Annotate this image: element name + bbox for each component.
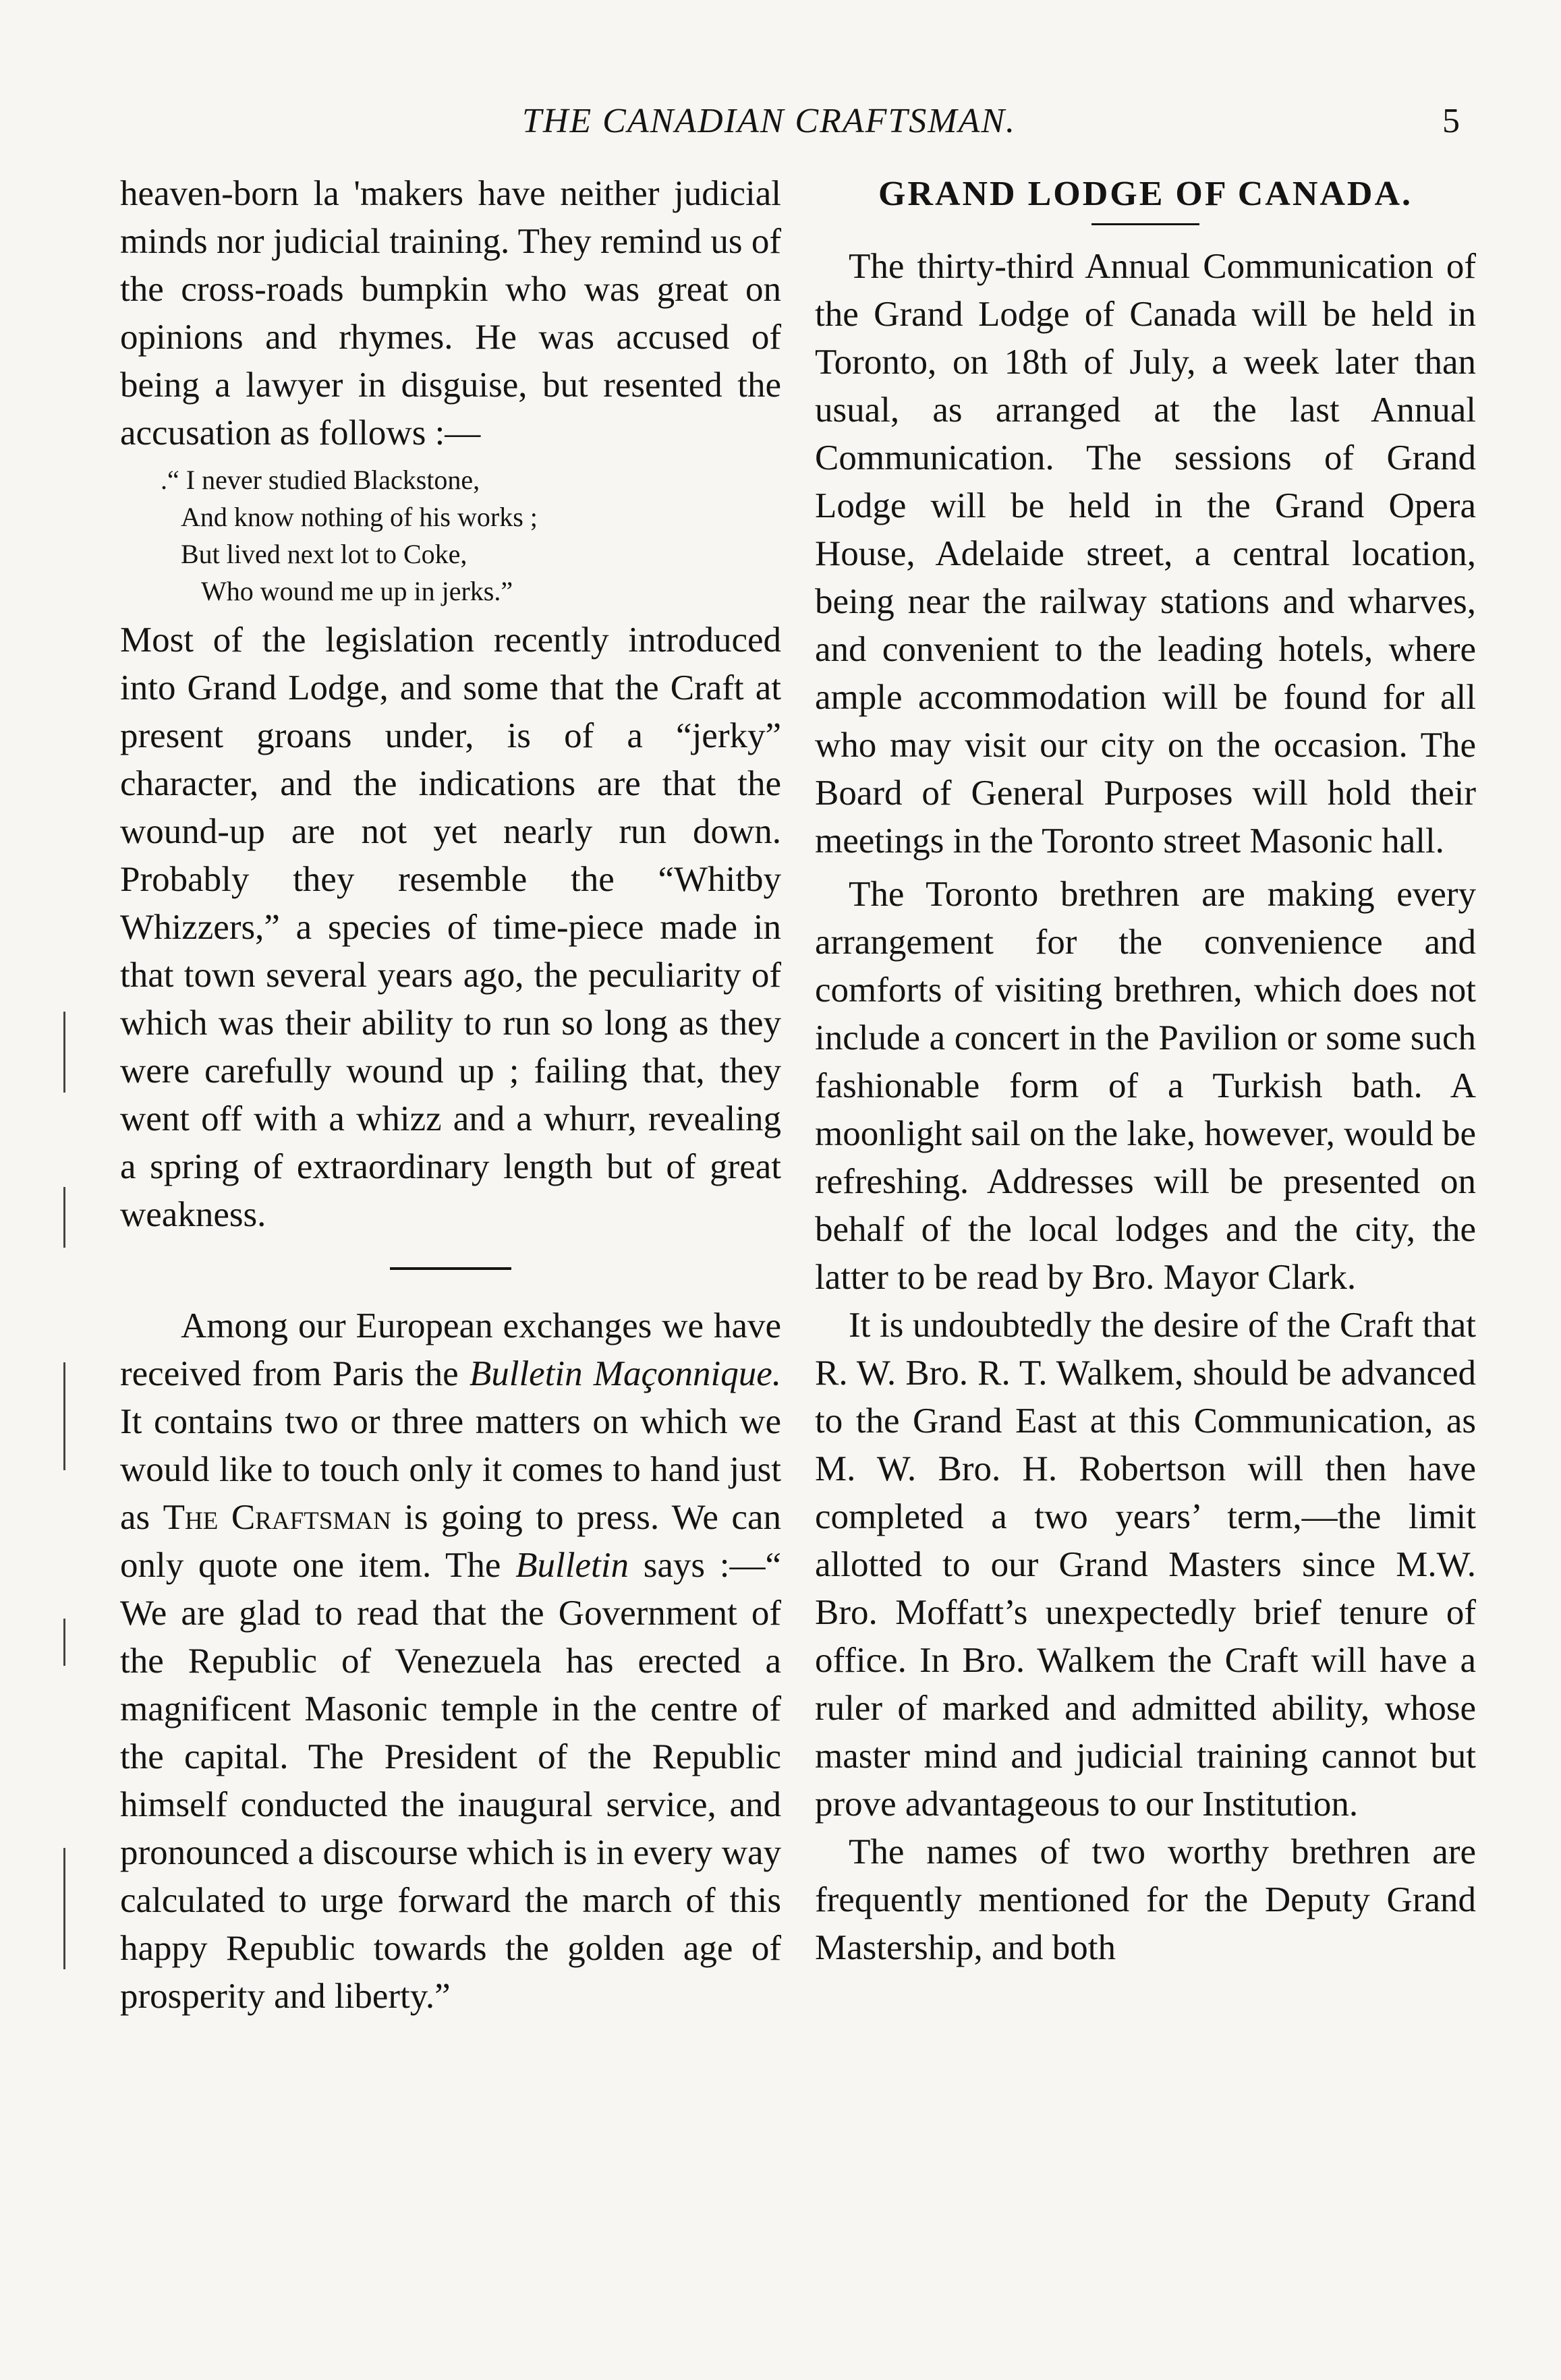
right-paragraph-2: The Toronto brethren are making every arrangement for the convenience and comforts of visiting brethren, which does not include a concert in the Pavilion or some such fashionable form of a Turkish bath. A moonlight sail on the lake, however, would be refreshing. Addresses will be presented on behalf of the local lodges and the city, the latter to be read by Bro. Mayor Clark. (815, 875, 1476, 1297)
verse-line-1: .“ I never studied Blackstone, (161, 465, 480, 495)
section-heading: GRAND LODGE OF CANADA. (878, 175, 1413, 213)
binding-gutter-marks (59, 1012, 70, 2158)
verse-line-3: But lived next lot to Coke, (181, 539, 467, 569)
verse-line-4: Who wound me up in jerks.” (201, 576, 513, 606)
right-paragraph-1: The thirty-third Annual Communication of the Grand Lodge of Canada will be held in Toronto, on 18th of July, a week later than usual, as arranged at the last Annual Communication. The sessions of Grand Lodge will be held in the Grand Opera House, Adelaide street, a central location, being near the railway stations and wharves, and convenient to the leading hotels, where ample accommodation will be found for all who may visit our city on the occasion. The Board of General Purposes will hold their meetings in the Toronto street Masonic hall. (815, 247, 1476, 861)
bulletin-name: Bulletin (515, 1546, 629, 1585)
para3-text-a: Among our European exchanges we have received from Paris the (120, 1306, 781, 1393)
para3-text-d: says :—“ We are glad to read that the Government of the Republic of Venezuela has erected a magnificent Masonic temple in the centre of the capital. The President of the Republic himself conducted the inaugural service, and pronounced a discourse which is in every way calculated to urge forward the march of this happy Republic towards the golden age of prosperity and liberty.” (120, 1546, 781, 2016)
craftsman-name: The Craftsman (163, 1498, 391, 1537)
right-paragraph-3: It is undoubtedly the desire of the Craft that R. W. Bro. R. T. Walkem, should be advanced to the Grand East at this Communication, as M. W. Bro. H. Robertson will then have completed a two years’ term,—the limit allotted to our Grand Masters since M.W. Bro. Moffatt’s unexpectedly brief tenure of office. In Bro. Walkem the Craft will have a ruler of marked and admitted ability, whose master mind and judicial training cannot but prove advantageous to our Institution. (815, 1306, 1476, 1824)
running-title: THE CANADIAN CRAFTSMAN. (521, 102, 1017, 140)
running-head (0, 101, 1561, 155)
verse-quote (120, 461, 781, 610)
left-paragraph-2: Most of the legislation recently introduced into Grand Lodge, and some that the Craft at present groans under, is of a “jerky” character, and the indications are that the wound-up are not yet nearly run down. Probably they resemble the “Whitby Whizzers,” a species of time-piece made in that town several years ago, the peculiarity of which was their ability to run so long as they were carefully wound up ; failing that, they went off with a whizz and a whurr, revealing a spring of extraordinary length but of great weakness. (120, 620, 781, 1234)
left-paragraph-3 (120, 1302, 781, 2021)
bulletin-title: Bulletin Maçonnique. (469, 1354, 781, 1393)
page-number: 5 (1442, 102, 1460, 140)
left-paragraph-1: heaven-born la 'makers have neither judicial minds nor judicial training. They remind us of the cross-roads bumpkin who was great on opinions and rhymes. He was accused of being a lawyer in disguise, but resented the accusation as follows :— (120, 174, 781, 453)
right-column (815, 170, 1476, 1972)
para3-text-c: is going to press. We can only quote one item. The (120, 1498, 781, 1585)
right-paragraph-4: The names of two worthy brethren are frequently mentioned for the Deputy Grand Mastership, and both (815, 1832, 1476, 1967)
left-column (120, 170, 781, 2021)
para3-text-b: It contains two or three matters on which we would like to touch only it comes to hand just as (120, 1402, 781, 1537)
verse-line-2: And know nothing of his works ; (181, 502, 538, 532)
section-divider (390, 1267, 511, 1270)
heading-rule (1091, 223, 1199, 225)
